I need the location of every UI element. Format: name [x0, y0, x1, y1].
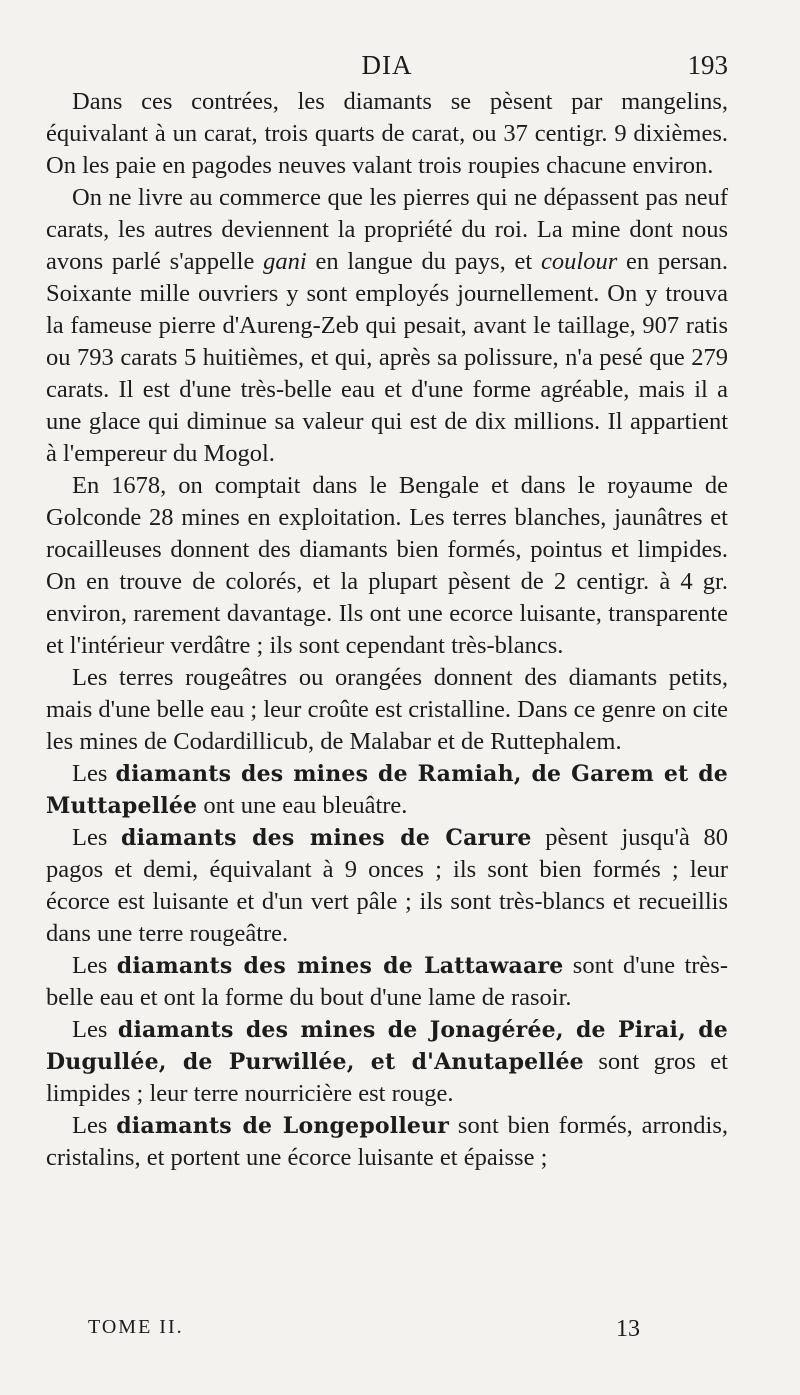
page-number: 193 — [687, 50, 728, 80]
paragraph — [46, 182, 728, 470]
text-run: sont d'une très-belle eau et ont la forme du bout d'une lame de rasoir. — [46, 952, 728, 1011]
text-run: On ne livre au commerce que les pierres qui ne dépassent pas neuf carats, les autres deviennent la propriété du roi. La mine dont nous avons parlé s'appelle — [46, 184, 728, 275]
bold-term: diamants de Longepolleur — [116, 1113, 450, 1139]
paragraph — [46, 86, 728, 182]
text-run: Les — [72, 1016, 118, 1043]
bold-term: diamants des mines de Jonagérée, de Pirai, de Dugullée, de Purwillée, et d'Anutapellée — [46, 1017, 729, 1075]
text-run: sont bien formés, arrondis, cristalins, et portent une écorce luisante et épaisse ; — [46, 1112, 728, 1171]
text-run: sont gros et limpides ; leur terre nourricière est rouge. — [46, 1048, 728, 1107]
paragraph — [46, 822, 728, 950]
text-run: Les — [72, 824, 122, 851]
paragraph — [46, 470, 728, 662]
paragraph — [46, 1110, 728, 1174]
italic-term: coulour — [541, 248, 618, 275]
bold-term: diamants des mines de Carure — [121, 825, 532, 851]
page-header — [46, 50, 728, 90]
text-run: Les terres rougeâtres ou orangées donnent des diamants petits, mais d'une belle eau ; leur croûte est cristalline. Dans ce genre on cite les mines de Codardillicub, de Malabar et de Ruttephalem. — [46, 664, 728, 755]
page-footer — [88, 1316, 640, 1356]
text-run: ont une eau bleuâtre. — [197, 792, 408, 819]
text-run: Dans ces contrées, les diamants se pèsent par mangelins, équivalant à un carat, trois quarts de carat, ou 37 centigr. 9 dixièmes. On les paie en pagodes neuves valant trois roupies chacune environ. — [46, 88, 728, 179]
body-text — [46, 86, 728, 1174]
text-run: Les — [72, 952, 117, 979]
signature-mark: 13 — [616, 1316, 640, 1342]
bold-term: diamants des mines de Lattawaare — [116, 953, 564, 979]
bold-term: diamants des mines de Ramiah, de Garem et de Muttapellée — [46, 761, 728, 819]
paragraph — [46, 758, 728, 822]
paragraph — [46, 950, 728, 1014]
text-run: en persan. Soixante mille ouvriers y sont employés journellement. On y trouva la fameuse pierre d'Aureng-Zeb qui pesait, avant le taillage, 907 ratis ou 793 carats 5 huitièmes, et qui, après sa polissure, n'a pesé que 279 carats. Il est d'une très-belle eau et d'une forme agréable, mais il a une glace qui diminue sa valeur qui est de dix millions. Il appartient à l'empereur du Mogol. — [46, 248, 728, 467]
text-run: En 1678, on comptait dans le Bengale et dans le royaume de Golconde 28 mines en exploitation. Les terres blanches, jaunâtres et rocailleuses donnent des diamants bien formés, pointus et limpides. On en trouve de colorés, et la plupart pèsent de 2 centigr. à 4 gr. environ, rarement davantage. Ils ont une ecorce luisante, transparente et l'intérieur verdâtre ; ils sont cependant très-blancs. — [46, 472, 728, 659]
paragraph — [46, 1014, 728, 1110]
running-title: DIA — [361, 50, 413, 80]
volume-label: TOME II. — [88, 1316, 184, 1338]
text-run: pèsent jusqu'à 80 pagos et demi, équivalant à 9 onces ; ils sont bien formés ; leur écorce est luisante et d'un vert pâle ; ils sont très-blancs et recueillis dans une terre rougeâtre. — [46, 824, 728, 947]
paragraph — [46, 662, 728, 758]
text-run: en langue du pays, et — [306, 248, 542, 275]
text-run: Les — [72, 1112, 117, 1139]
italic-term: gani — [263, 248, 307, 275]
text-run: Les — [72, 760, 116, 787]
